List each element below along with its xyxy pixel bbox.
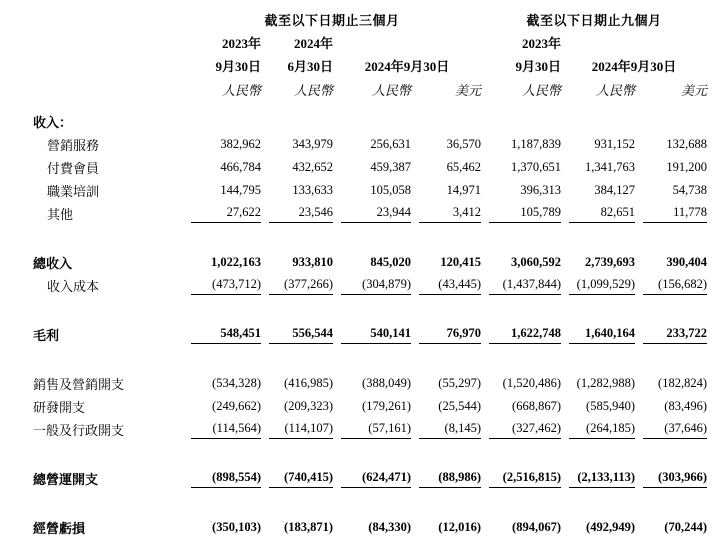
header-year-row <box>33 29 707 52</box>
header-year-empty <box>333 29 481 52</box>
header-spacer-cell <box>33 29 183 52</box>
cell-value <box>561 272 635 295</box>
cell-value-text: (377,266) <box>269 277 333 295</box>
cell-value <box>561 321 635 344</box>
cell-value <box>333 200 411 223</box>
cell-value-text: 1,187,839 <box>511 137 561 151</box>
cell-value <box>561 200 635 223</box>
cell-value <box>561 131 635 154</box>
table-row <box>33 99 707 131</box>
cell-value-text: (303,966) <box>643 470 707 488</box>
spacer-row <box>33 488 707 514</box>
cell-value <box>261 514 333 537</box>
cell-value <box>333 514 411 537</box>
header-spacer-cell <box>33 52 183 75</box>
table-row <box>33 321 707 344</box>
cell-value <box>481 200 561 223</box>
header-spacer-cell <box>33 75 183 99</box>
cell-value-text: (585,940) <box>586 399 635 413</box>
cell-value-text: (179,261) <box>362 399 411 413</box>
cell-value <box>411 99 481 131</box>
row-label: 研發開支 <box>33 400 86 415</box>
table-row <box>33 154 707 177</box>
header-currency: 人民幣 <box>293 83 333 98</box>
cell-value-text: (55,297) <box>438 376 481 390</box>
cell-value-text: 548,451 <box>191 326 261 344</box>
row-label: 毛利 <box>33 328 60 343</box>
cell-value-text: (249,662) <box>212 399 261 413</box>
cell-value <box>183 370 261 393</box>
row-label: 銷售及營銷開支 <box>33 377 125 392</box>
table-header <box>33 6 707 99</box>
cell-value-text: (1,437,844) <box>489 277 561 295</box>
cell-value <box>411 154 481 177</box>
cell-value-text: (2,133,113) <box>569 470 635 488</box>
cell-value-text: 845,020 <box>370 255 411 269</box>
cell-value-text: 11,778 <box>643 205 707 223</box>
cell-value <box>411 393 481 416</box>
cell-value-text: 65,462 <box>446 160 481 174</box>
table-row <box>33 249 707 272</box>
cell-value <box>411 370 481 393</box>
spacer-cell <box>33 223 707 249</box>
cell-value-text: 931,152 <box>594 137 635 151</box>
cell-value <box>411 416 481 439</box>
cell-value <box>561 393 635 416</box>
cell-value <box>635 99 707 131</box>
spacer-row <box>33 223 707 249</box>
cell-value-text: (156,682) <box>643 277 707 295</box>
header-currency: 人民幣 <box>371 83 411 98</box>
cell-value-text: (57,161) <box>341 421 411 439</box>
cell-value-text: (84,330) <box>368 520 411 534</box>
cell-value-text: 3,060,592 <box>511 255 561 269</box>
header-date-row <box>33 52 707 75</box>
cell-value-text: 27,622 <box>191 205 261 223</box>
cell-value <box>183 249 261 272</box>
header-currency: 美元 <box>680 83 707 98</box>
cell-value-text: 3,412 <box>419 205 481 223</box>
cell-value-text: 933,810 <box>292 255 333 269</box>
cell-value <box>261 249 333 272</box>
row-label: 付費會員 <box>47 161 100 176</box>
cell-value <box>635 465 707 488</box>
cell-value <box>333 177 411 200</box>
cell-value-text: (740,415) <box>269 470 333 488</box>
cell-value <box>561 370 635 393</box>
row-label: 其他 <box>47 207 74 222</box>
table-row <box>33 416 707 439</box>
cell-value <box>333 249 411 272</box>
cell-value-text: 382,962 <box>220 137 261 151</box>
cell-value-text: (534,328) <box>212 376 261 390</box>
cell-value-text: (304,879) <box>341 277 411 295</box>
cell-value-text: (624,471) <box>341 470 411 488</box>
cell-value <box>183 99 261 131</box>
cell-value-text: 256,631 <box>370 137 411 151</box>
cell-value-text: 1,022,163 <box>211 255 261 269</box>
cell-value-text: 120,415 <box>440 255 481 269</box>
spacer-row <box>33 439 707 465</box>
cell-value <box>635 416 707 439</box>
cell-value <box>333 416 411 439</box>
cell-value <box>411 249 481 272</box>
cell-value <box>411 272 481 295</box>
cell-value <box>481 272 561 295</box>
cell-value <box>183 321 261 344</box>
table-row <box>33 131 707 154</box>
table-row <box>33 177 707 200</box>
cell-value <box>261 465 333 488</box>
table-row <box>33 200 707 223</box>
cell-value-text: (668,867) <box>512 399 561 413</box>
cell-value <box>481 393 561 416</box>
cell-value-text: 466,784 <box>220 160 261 174</box>
cell-value-text: 82,651 <box>569 205 635 223</box>
cell-value <box>561 416 635 439</box>
cell-value <box>261 200 333 223</box>
cell-value-text: 540,141 <box>341 326 411 344</box>
cell-value <box>561 514 635 537</box>
cell-value-text: 233,722 <box>643 326 707 344</box>
cell-value <box>635 272 707 295</box>
cell-value-text: 76,970 <box>419 326 481 344</box>
cell-value <box>635 514 707 537</box>
spacer-cell <box>33 344 707 370</box>
cell-value-text: 459,387 <box>370 160 411 174</box>
spacer-cell <box>33 488 707 514</box>
row-label: 職業培訓 <box>47 184 100 199</box>
cell-value <box>481 99 561 131</box>
cell-value-text: (473,712) <box>191 277 261 295</box>
cell-value-text: 105,058 <box>370 183 411 197</box>
cell-value <box>183 177 261 200</box>
header-currency-row <box>33 75 707 99</box>
cell-value <box>481 514 561 537</box>
cell-value-text: 432,652 <box>292 160 333 174</box>
header-group-row <box>33 6 707 29</box>
cell-value <box>481 370 561 393</box>
cell-value-text: 396,313 <box>520 183 561 197</box>
cell-value <box>561 249 635 272</box>
cell-value <box>481 416 561 439</box>
header-group-nine-months: 截至以下日期止九個月 <box>526 13 662 28</box>
header-date: 9月30日 <box>515 59 561 74</box>
cell-value-text: 36,570 <box>446 137 481 151</box>
row-label: 收入： <box>33 115 73 130</box>
cell-value-text: (492,949) <box>586 520 635 534</box>
cell-value <box>261 272 333 295</box>
cell-value-text: (209,323) <box>284 399 333 413</box>
cell-value <box>183 465 261 488</box>
table-row <box>33 272 707 295</box>
cell-value <box>183 131 261 154</box>
cell-value-text: 390,404 <box>666 255 707 269</box>
cell-value-text: (894,067) <box>512 520 561 534</box>
header-date: 9月30日 <box>215 59 261 74</box>
cell-value-text: 133,633 <box>292 183 333 197</box>
header-date: 2024年9月30日 <box>364 59 450 74</box>
cell-value-text: 1,622,748 <box>489 326 561 344</box>
cell-value <box>635 370 707 393</box>
row-label: 經營虧損 <box>33 521 86 536</box>
cell-value <box>481 154 561 177</box>
spacer-row <box>33 295 707 321</box>
header-year: 2023年 <box>221 36 261 51</box>
header-spacer-cell <box>33 6 183 29</box>
cell-value-text: (1,520,486) <box>502 376 561 390</box>
cell-value <box>481 321 561 344</box>
cell-value-text: 384,127 <box>594 183 635 197</box>
header-currency: 人民幣 <box>521 83 561 98</box>
cell-value-text: (114,564) <box>191 421 261 439</box>
cell-value <box>481 177 561 200</box>
cell-value <box>183 154 261 177</box>
cell-value <box>411 514 481 537</box>
cell-value <box>635 200 707 223</box>
cell-value-text: (350,103) <box>212 520 261 534</box>
cell-value-text: (264,185) <box>569 421 635 439</box>
cell-value-text: (182,824) <box>658 376 707 390</box>
cell-value-text: 1,640,164 <box>569 326 635 344</box>
cell-value-text: 556,544 <box>269 326 333 344</box>
cell-value-text: (43,445) <box>419 277 481 295</box>
cell-value <box>411 131 481 154</box>
cell-value-text: 14,971 <box>446 183 481 197</box>
cell-value <box>183 200 261 223</box>
cell-value <box>333 465 411 488</box>
cell-value <box>183 514 261 537</box>
cell-value <box>635 249 707 272</box>
table-row <box>33 514 707 537</box>
row-label: 總收入 <box>33 256 73 271</box>
cell-value-text: (416,985) <box>284 376 333 390</box>
cell-value <box>333 131 411 154</box>
table-row <box>33 370 707 393</box>
cell-value-text: 105,789 <box>489 205 561 223</box>
cell-value-text: (1,099,529) <box>569 277 635 295</box>
header-currency: 人民幣 <box>595 83 635 98</box>
table-row <box>33 465 707 488</box>
cell-value <box>261 177 333 200</box>
header-year: 2024年 <box>293 36 333 51</box>
cell-value <box>635 131 707 154</box>
cell-value-text: (388,049) <box>362 376 411 390</box>
cell-value <box>481 465 561 488</box>
cell-value <box>333 393 411 416</box>
cell-value-text: 132,688 <box>666 137 707 151</box>
cell-value <box>411 177 481 200</box>
cell-value <box>261 321 333 344</box>
cell-value-text: (1,282,988) <box>576 376 635 390</box>
cell-value <box>333 370 411 393</box>
cell-value <box>261 99 333 131</box>
header-currency: 人民幣 <box>221 83 261 98</box>
cell-value <box>183 416 261 439</box>
cell-value-text: (183,871) <box>284 520 333 534</box>
cell-value <box>561 177 635 200</box>
cell-value <box>561 465 635 488</box>
cell-value <box>481 249 561 272</box>
cell-value <box>261 370 333 393</box>
cell-value-text: (898,554) <box>191 470 261 488</box>
cell-value <box>561 99 635 131</box>
cell-value-text: (83,496) <box>664 399 707 413</box>
row-label: 收入成本 <box>47 279 100 294</box>
header-year-empty <box>561 29 707 52</box>
cell-value <box>261 154 333 177</box>
cell-value <box>635 154 707 177</box>
cell-value-text: 23,944 <box>341 205 411 223</box>
cell-value-text: 2,739,693 <box>585 255 635 269</box>
header-date: 2024年9月30日 <box>591 59 677 74</box>
cell-value-text: 191,200 <box>666 160 707 174</box>
row-label: 總營運開支 <box>33 472 99 487</box>
cell-value <box>183 272 261 295</box>
cell-value <box>635 321 707 344</box>
cell-value-text: 1,341,763 <box>585 160 635 174</box>
cell-value <box>183 393 261 416</box>
cell-value <box>261 131 333 154</box>
cell-value <box>333 272 411 295</box>
cell-value-text: (114,107) <box>269 421 333 439</box>
income-statement-table <box>33 6 707 537</box>
cell-value-text: 23,546 <box>269 205 333 223</box>
cell-value-text: (37,646) <box>643 421 707 439</box>
cell-value <box>635 393 707 416</box>
header-date: 6月30日 <box>287 59 333 74</box>
cell-value <box>561 154 635 177</box>
cell-value-text: 1,370,651 <box>511 160 561 174</box>
cell-value-text: 343,979 <box>292 137 333 151</box>
cell-value-text: (8,145) <box>419 421 481 439</box>
table-row <box>33 393 707 416</box>
cell-value-text: (12,016) <box>438 520 481 534</box>
cell-value <box>635 177 707 200</box>
cell-value <box>411 200 481 223</box>
cell-value-text: (88,986) <box>419 470 481 488</box>
row-label: 營銷服務 <box>47 138 100 153</box>
header-currency: 美元 <box>454 83 481 98</box>
cell-value <box>333 154 411 177</box>
header-group-three-months: 截至以下日期止三個月 <box>264 13 400 28</box>
cell-value <box>333 321 411 344</box>
cell-value <box>261 416 333 439</box>
cell-value <box>411 465 481 488</box>
cell-value-text: (70,244) <box>664 520 707 534</box>
spacer-row <box>33 344 707 370</box>
cell-value-text: (25,544) <box>438 399 481 413</box>
cell-value <box>333 99 411 131</box>
row-label: 一般及行政開支 <box>33 423 125 438</box>
cell-value <box>481 131 561 154</box>
cell-value-text: 144,795 <box>220 183 261 197</box>
table-body <box>33 99 707 537</box>
cell-value-text: 54,738 <box>672 183 707 197</box>
cell-value-text: (2,516,815) <box>489 470 561 488</box>
cell-value-text: (327,462) <box>489 421 561 439</box>
spacer-cell <box>33 295 707 321</box>
header-year: 2023年 <box>521 36 561 51</box>
spacer-cell <box>33 439 707 465</box>
cell-value <box>261 393 333 416</box>
cell-value <box>411 321 481 344</box>
